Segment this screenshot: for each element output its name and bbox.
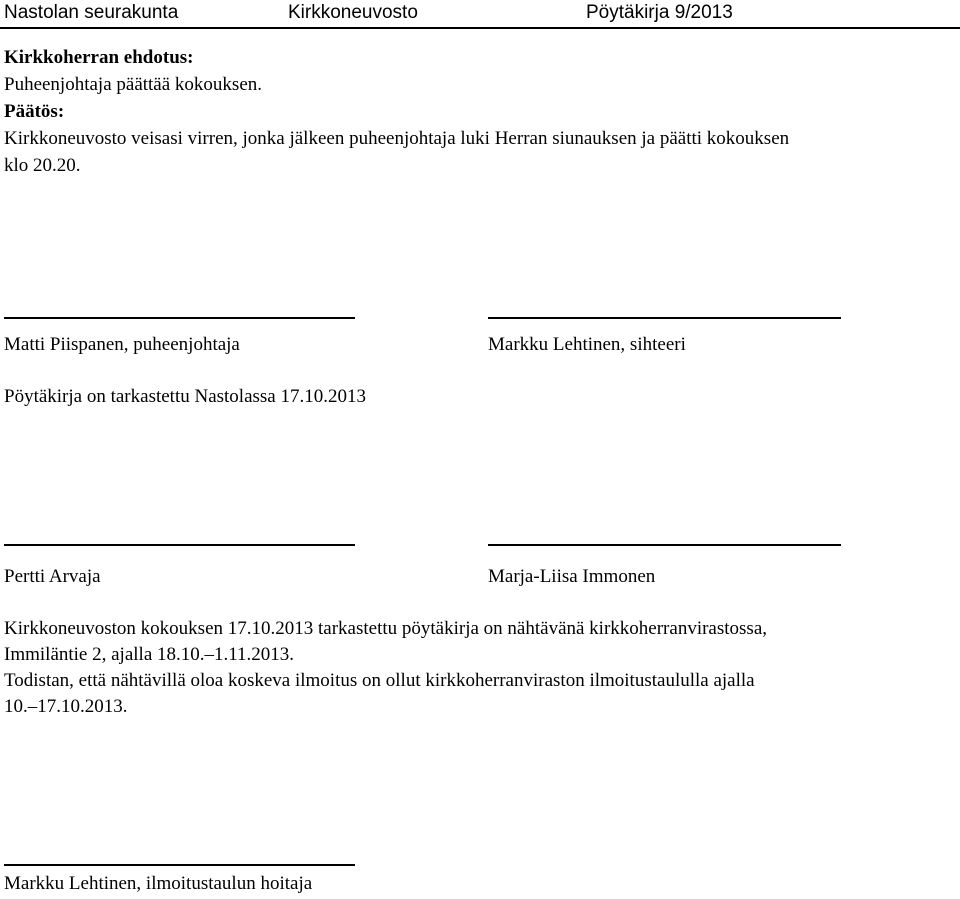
header-body: Kirkkoneuvosto xyxy=(288,2,418,23)
decision-text-line-2: klo 20.20. xyxy=(4,155,81,176)
notice-line-1: Kirkkoneuvoston kokouksen 17.10.2013 tarkastettu pöytäkirja on nähtävänä kirkkoherranvirastossa, xyxy=(4,618,767,639)
signature-line-noticeboard xyxy=(4,864,355,866)
signature-line-examiner-2 xyxy=(488,544,841,546)
minutes-checked-text: Pöytäkirja on tarkastettu Nastolassa 17.10.2013 xyxy=(4,386,366,407)
header-rule xyxy=(0,27,960,29)
notice-line-2: Immiläntie 2, ajalla 18.10.–1.11.2013. xyxy=(4,644,295,665)
signature-chair-name: Matti Piispanen, puheenjohtaja xyxy=(4,334,240,355)
header-document: Pöytäkirja 9/2013 xyxy=(586,2,733,23)
signature-line-chair xyxy=(4,317,355,319)
decision-heading: Päätös: xyxy=(4,101,65,122)
signature-noticeboard-name: Markku Lehtinen, ilmoitustaulun hoitaja xyxy=(4,873,313,894)
notice-line-4: 10.–17.10.2013. xyxy=(4,696,128,717)
page-header xyxy=(0,0,960,32)
signature-line-secretary xyxy=(488,317,841,319)
header-organization: Nastolan seurakunta xyxy=(4,2,179,23)
proposal-heading: Kirkkoherran ehdotus: xyxy=(4,47,194,68)
decision-text-line-1: Kirkkoneuvosto veisasi virren, jonka jälkeen puheenjohtaja luki Herran siunauksen ja päätti kokouksen xyxy=(4,128,790,149)
signature-line-examiner-1 xyxy=(4,544,355,546)
proposal-text: Puheenjohtaja päättää kokouksen. xyxy=(4,74,263,95)
signature-examiner-1-name: Pertti Arvaja xyxy=(4,566,101,587)
notice-line-3: Todistan, että nähtävillä oloa koskeva ilmoitus on ollut kirkkoherranviraston ilmoitustaululla ajalla xyxy=(4,670,755,691)
signature-secretary-name: Markku Lehtinen, sihteeri xyxy=(488,334,686,355)
signature-examiner-2-name: Marja-Liisa Immonen xyxy=(488,566,656,587)
